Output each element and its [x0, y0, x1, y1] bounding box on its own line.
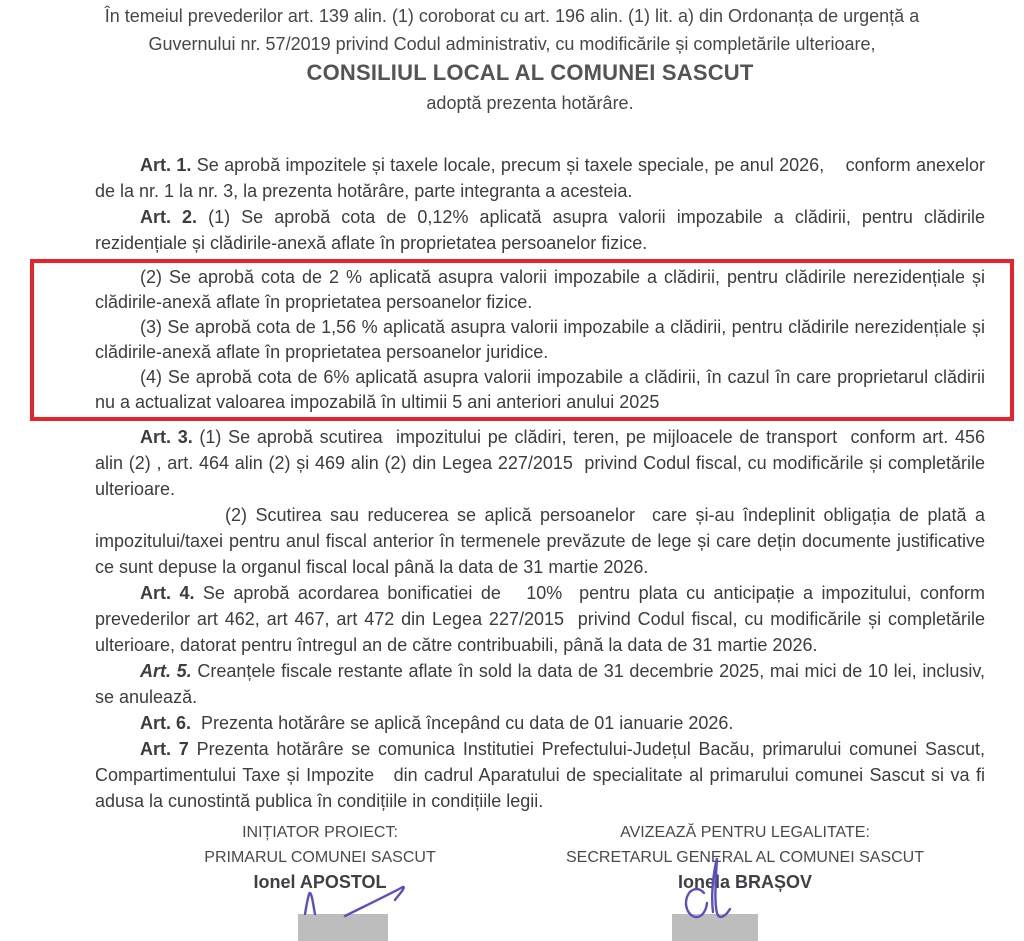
article-4-paragraph: [95, 580, 991, 658]
article-1-label: Art. 1.: [140, 155, 192, 175]
redaction-box-right: [672, 914, 758, 941]
article-4-label: Art. 4.: [140, 583, 195, 603]
initiator-name: Ionel APOSTOL: [253, 872, 387, 892]
article-5-text: Creanțele fiscale restante aflate în sold la data de 31 decembrie 2025, mai mici de 10 lei, inclusiv, se anulează.: [95, 661, 991, 707]
article-2-label: Art. 2.: [140, 207, 198, 227]
secretary-role-line2: SECRETARUL GENERAL AL COMUNEI SASCUT: [566, 849, 924, 866]
signature-stroke-primar: [305, 893, 315, 914]
signature-block-secretary: [545, 820, 945, 893]
document-title: CONSILIUL LOCAL AL COMUNEI SASCUT: [306, 60, 754, 85]
article-3-label: Art. 3.: [140, 427, 193, 447]
redaction-box-left: [298, 914, 388, 941]
article-2-al3-paragraph: (3) Se aprobă cota de 1,56 % aplicată asupra valorii impozabile a clădirii, pentru clădirile nerezidențiale și clădirile-anexă aflate în proprietatea persoanelor juridice.: [95, 317, 991, 362]
article-4-text: Se aprobă acordarea bonificatiei de 10% pentru plata cu anticipație a impozitului, conform prevederilor art 462, art 467, art 472 din Legea 227/2015 privind Codul fiscal, cu modificările și completările ulterioare, datorat pentru întregul an de către contribuabili, până la data de 31 martie 2026.: [95, 583, 991, 655]
article-3-al1-paragraph: [95, 424, 991, 502]
article-7-paragraph: [95, 736, 991, 814]
signature-block-initiator: [150, 820, 490, 893]
secretary-name: Ionela BRAȘOV: [677, 872, 813, 892]
article-3-al1-text: (1) Se aprobă scutirea impozitului pe clădiri, teren, pe mijloacele de transport conform art. 456 alin (2) , art. 464 alin (2) și 469 alin (2) din Legea 227/2015 privind Codul fiscal, cu modificările și completările ulterioare.: [95, 427, 991, 499]
article-5-paragraph: [95, 658, 991, 710]
initiator-role-line2: PRIMARUL COMUNEI SASCUT: [204, 849, 436, 866]
article-2-al1-text: (1) Se aprobă cota de 0,12% aplicată asupra valorii impozabile a clădirii, pentru clădirile rezidențiale și clădirile-anexă aflate în proprietatea persoanelor fizice.: [95, 207, 991, 253]
article-2-al1-paragraph: [95, 204, 991, 256]
article-6-label: Art. 6.: [140, 713, 192, 733]
article-1-paragraph: [95, 152, 991, 204]
article-3-al2-paragraph: (2) Scutirea sau reducerea se aplică persoanelor care și-au îndeplinit obligația de plată a impozitului/taxei pentru anul fiscal anterior în termenele prevăzute de lege și care dețin documente justificative ce sunt depuse la organul fiscal local până la data de 31 martie 2026.: [95, 505, 991, 577]
secretary-role-line1: AVIZEAZĂ PENTRU LEGALITATE:: [620, 824, 870, 841]
legal-preamble: În temeiul prevederilor art. 139 alin. (1) coroborat cu art. 196 alin. (1) lit. a) din Ordonanța de urgență a Guvernului nr. 57/2019 privind Codul administrativ, cu modificările și completările ulterioare,: [104, 6, 920, 54]
article-7-text: Prezenta hotărâre se comunica Institutiei Prefectului-Județul Bacău, primarului comunei Sascut, Compartimentului Taxe și Impozite din cadrul Aparatului de specialitate al primarului comunei Sascut si va fi adusa la cunostintă publica în condițiile in condițiile legii.: [95, 739, 991, 811]
article-2-al2-paragraph: (2) Se aprobă cota de 2 % aplicată asupra valorii impozabile a clădirii, pentru clădirile nerezidențiale și clădirile-anexă aflate în proprietatea persoanelor fizice.: [95, 267, 991, 312]
document-subtitle: adoptă prezenta hotărâre.: [426, 93, 634, 113]
article-6-paragraph: [95, 710, 985, 736]
article-2-al4-paragraph: (4) Se aprobă cota de 6% aplicată asupra valorii impozabile a clădirii, în cazul în care proprietarul clădirii nu a actualizat valoarea impozabilă în ultimii 5 ani anteriori anului 2025: [95, 367, 991, 412]
article-7-label: Art. 7: [140, 739, 189, 759]
document-body: [95, 152, 991, 814]
article-1-text: Se aprobă impozitele și taxele locale, precum și taxele speciale, pe anul 2026, conform anexelor de la nr. 1 la nr. 3, la prezenta hotărâre, parte integranta a acesteia.: [95, 155, 991, 201]
highlight-box: [30, 259, 1014, 421]
article-5-label: Art. 5.: [140, 661, 192, 681]
signature-stroke-secretar-loop: [686, 889, 707, 917]
initiator-role-line1: INIȚIATOR PROIECT:: [242, 824, 398, 841]
article-6-text: Prezenta hotărâre se aplică începând cu data de 01 ianuarie 2026.: [191, 713, 734, 733]
